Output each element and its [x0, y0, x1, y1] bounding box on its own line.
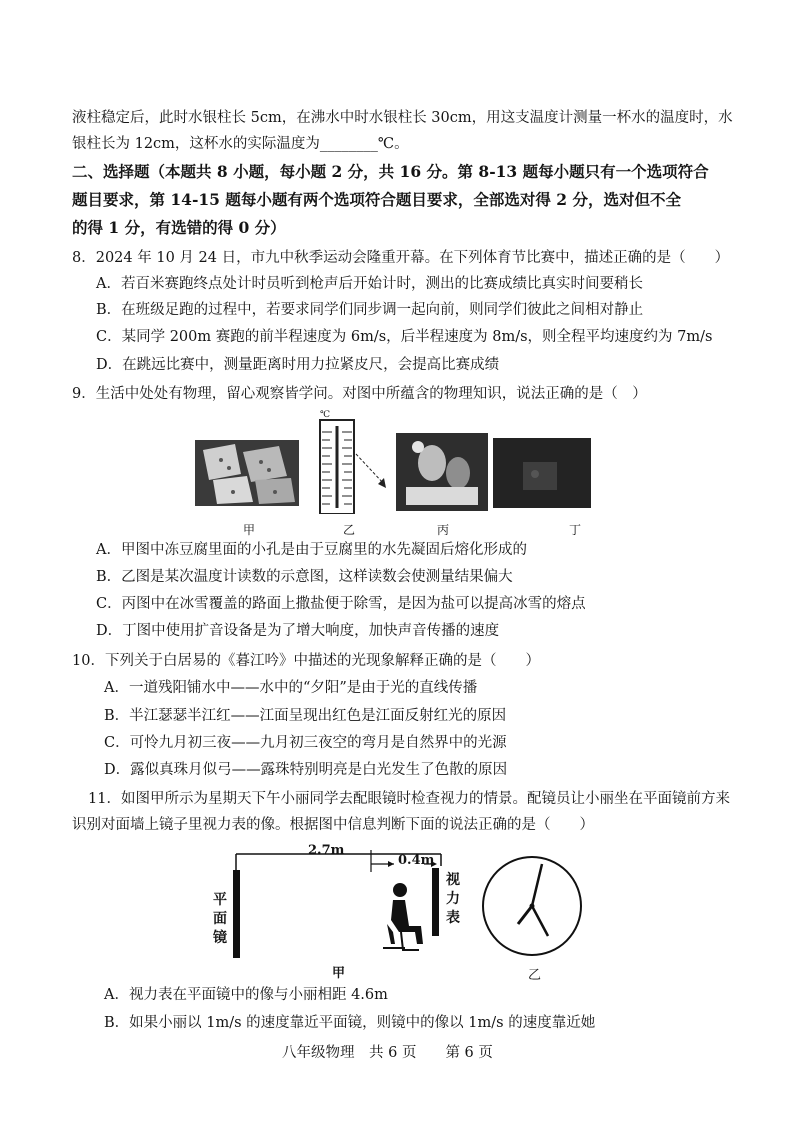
mirror-label-char-1: 平: [213, 892, 227, 908]
section-heading-line-1: 二、选择题（本题共 8 小题，每小题 2 分，共 16 分。第 8-13 题每小题只有一个选项符合: [72, 162, 709, 181]
q8-option-c: C．某同学 200m 赛跑的前半程速度为 6m/s，后半程速度为 8m/s，则全程平均速度约为 7m/s: [96, 329, 713, 345]
section-heading-line-2: 题目要求，第 14-15 题每小题有两个选项符合题目要求，全部选对得 2 分，选对但不全: [72, 190, 681, 209]
page-footer: 八年级物理 共 6 页 第 6 页: [282, 1045, 493, 1061]
intro-line-2: 银柱长为 12cm，这杯水的实际温度为________℃。: [72, 136, 409, 152]
eye-chart-label-char-2: 力: [446, 891, 460, 907]
q8-option-d: D．在跳远比赛中，测量距离时用力拉紧皮尺，会提高比赛成绩: [96, 357, 500, 373]
salt-on-snow-photo: [396, 433, 488, 511]
distance-small-label: 0.4m: [398, 853, 435, 868]
intro-line-1: 液柱稳定后，此时水银柱长 5cm，在沸水中时水银柱长 30cm，用这支温度计测量一杯水的温度时，水: [72, 110, 733, 126]
q10-option-c: C．可怜九月初三夜——九月初三夜空的弯月是自然界中的光源: [104, 735, 507, 751]
q9-option-c: C．丙图中在冰雪覆盖的路面上撒盐便于除雪，是因为盐可以提高冰雪的熔点: [96, 596, 586, 612]
eye-chart-label-char-1: 视: [446, 872, 460, 888]
q10-stem: 10．下列关于白居易的《暮江吟》中描述的光现象解释正确的是（ ）: [72, 653, 540, 669]
mirror-label-char-3: 镜: [213, 930, 227, 946]
eye-chart-label-char-3: 表: [446, 910, 460, 926]
q10-option-d: D．露似真珠月似弓——露珠特别明亮是白光发生了色散的原因: [104, 762, 508, 778]
section-heading-line-3: 的得 1 分，有选错的得 0 分）: [72, 218, 286, 237]
thermometer-unit: ℃: [320, 410, 331, 420]
fig9-label-yi: 乙: [343, 523, 356, 537]
q9-stem: 9．生活中处处有物理，留心观察皆学问。对图中所蕴含的物理知识，说法正确的是（ ）: [72, 386, 647, 402]
frozen-tofu-photo: [195, 440, 299, 506]
q8-option-b: B．在班级足跑的过程中，若要求同学们同步调一起向前，则同学们彼此之间相对静止: [96, 302, 644, 318]
q11-option-b: B．如果小丽以 1m/s 的速度靠近平面镜，则镜中的像以 1m/s 的速度靠近她: [104, 1015, 596, 1031]
mirror-label-char-2: 面: [213, 911, 227, 927]
q11-stem-1: 11．如图甲所示为星期天下午小丽同学去配眼镜时检查视力的情景。配镜员让小丽坐在平面镜前方来: [88, 791, 730, 807]
fig9-label-jia: 甲: [243, 523, 256, 537]
eye-chart-label: [446, 871, 460, 928]
q10-option-b: B．半江瑟瑟半江红——江面呈现出红色是江面反射红光的原因: [104, 708, 507, 724]
q11-stem-2: 识别对面墙上镜子里视力表的像。根据图中信息判断下面的说法正确的是（ ）: [72, 817, 594, 833]
loudspeaker-photo: [493, 438, 591, 508]
fig9-label-bing: 丙: [437, 523, 450, 537]
fig9-label-ding: 丁: [569, 523, 582, 537]
q11-option-a: A．视力表在平面镜中的像与小丽相距 4.6m: [104, 987, 388, 1003]
eye-exam-diagram: [205, 840, 475, 970]
fig11-label-jia: 甲: [332, 966, 346, 981]
mirror-label: [213, 891, 227, 948]
q9-option-d: D．丁图中使用扩音设备是为了增大响度，加快声音传播的速度: [96, 623, 500, 639]
q8-option-a: A．若百米赛跑终点处计时员听到枪声后开始计时，测出的比赛成绩比真实时间要稍长: [96, 276, 643, 292]
clock-diagram: [480, 854, 584, 958]
q9-option-a: A．甲图中冻豆腐里面的小孔是由于豆腐里的水先凝固后熔化形成的: [96, 542, 527, 558]
q10-option-a: A．一道残阳铺水中——水中的“夕阳”是由于光的直线传播: [104, 680, 478, 696]
q8-stem: 8．2024 年 10 月 24 日，市九中秋季运动会隆重开幕。在下列体育节比赛中，描述正确的是（ ）: [72, 250, 730, 266]
q9-option-b: B．乙图是某次温度计读数的示意图，这样读数会使测量结果偏大: [96, 569, 513, 585]
fig11-label-yi: 乙: [528, 968, 542, 983]
thermometer-diagram: [312, 408, 392, 514]
distance-total-label: 2.7m: [308, 843, 345, 858]
